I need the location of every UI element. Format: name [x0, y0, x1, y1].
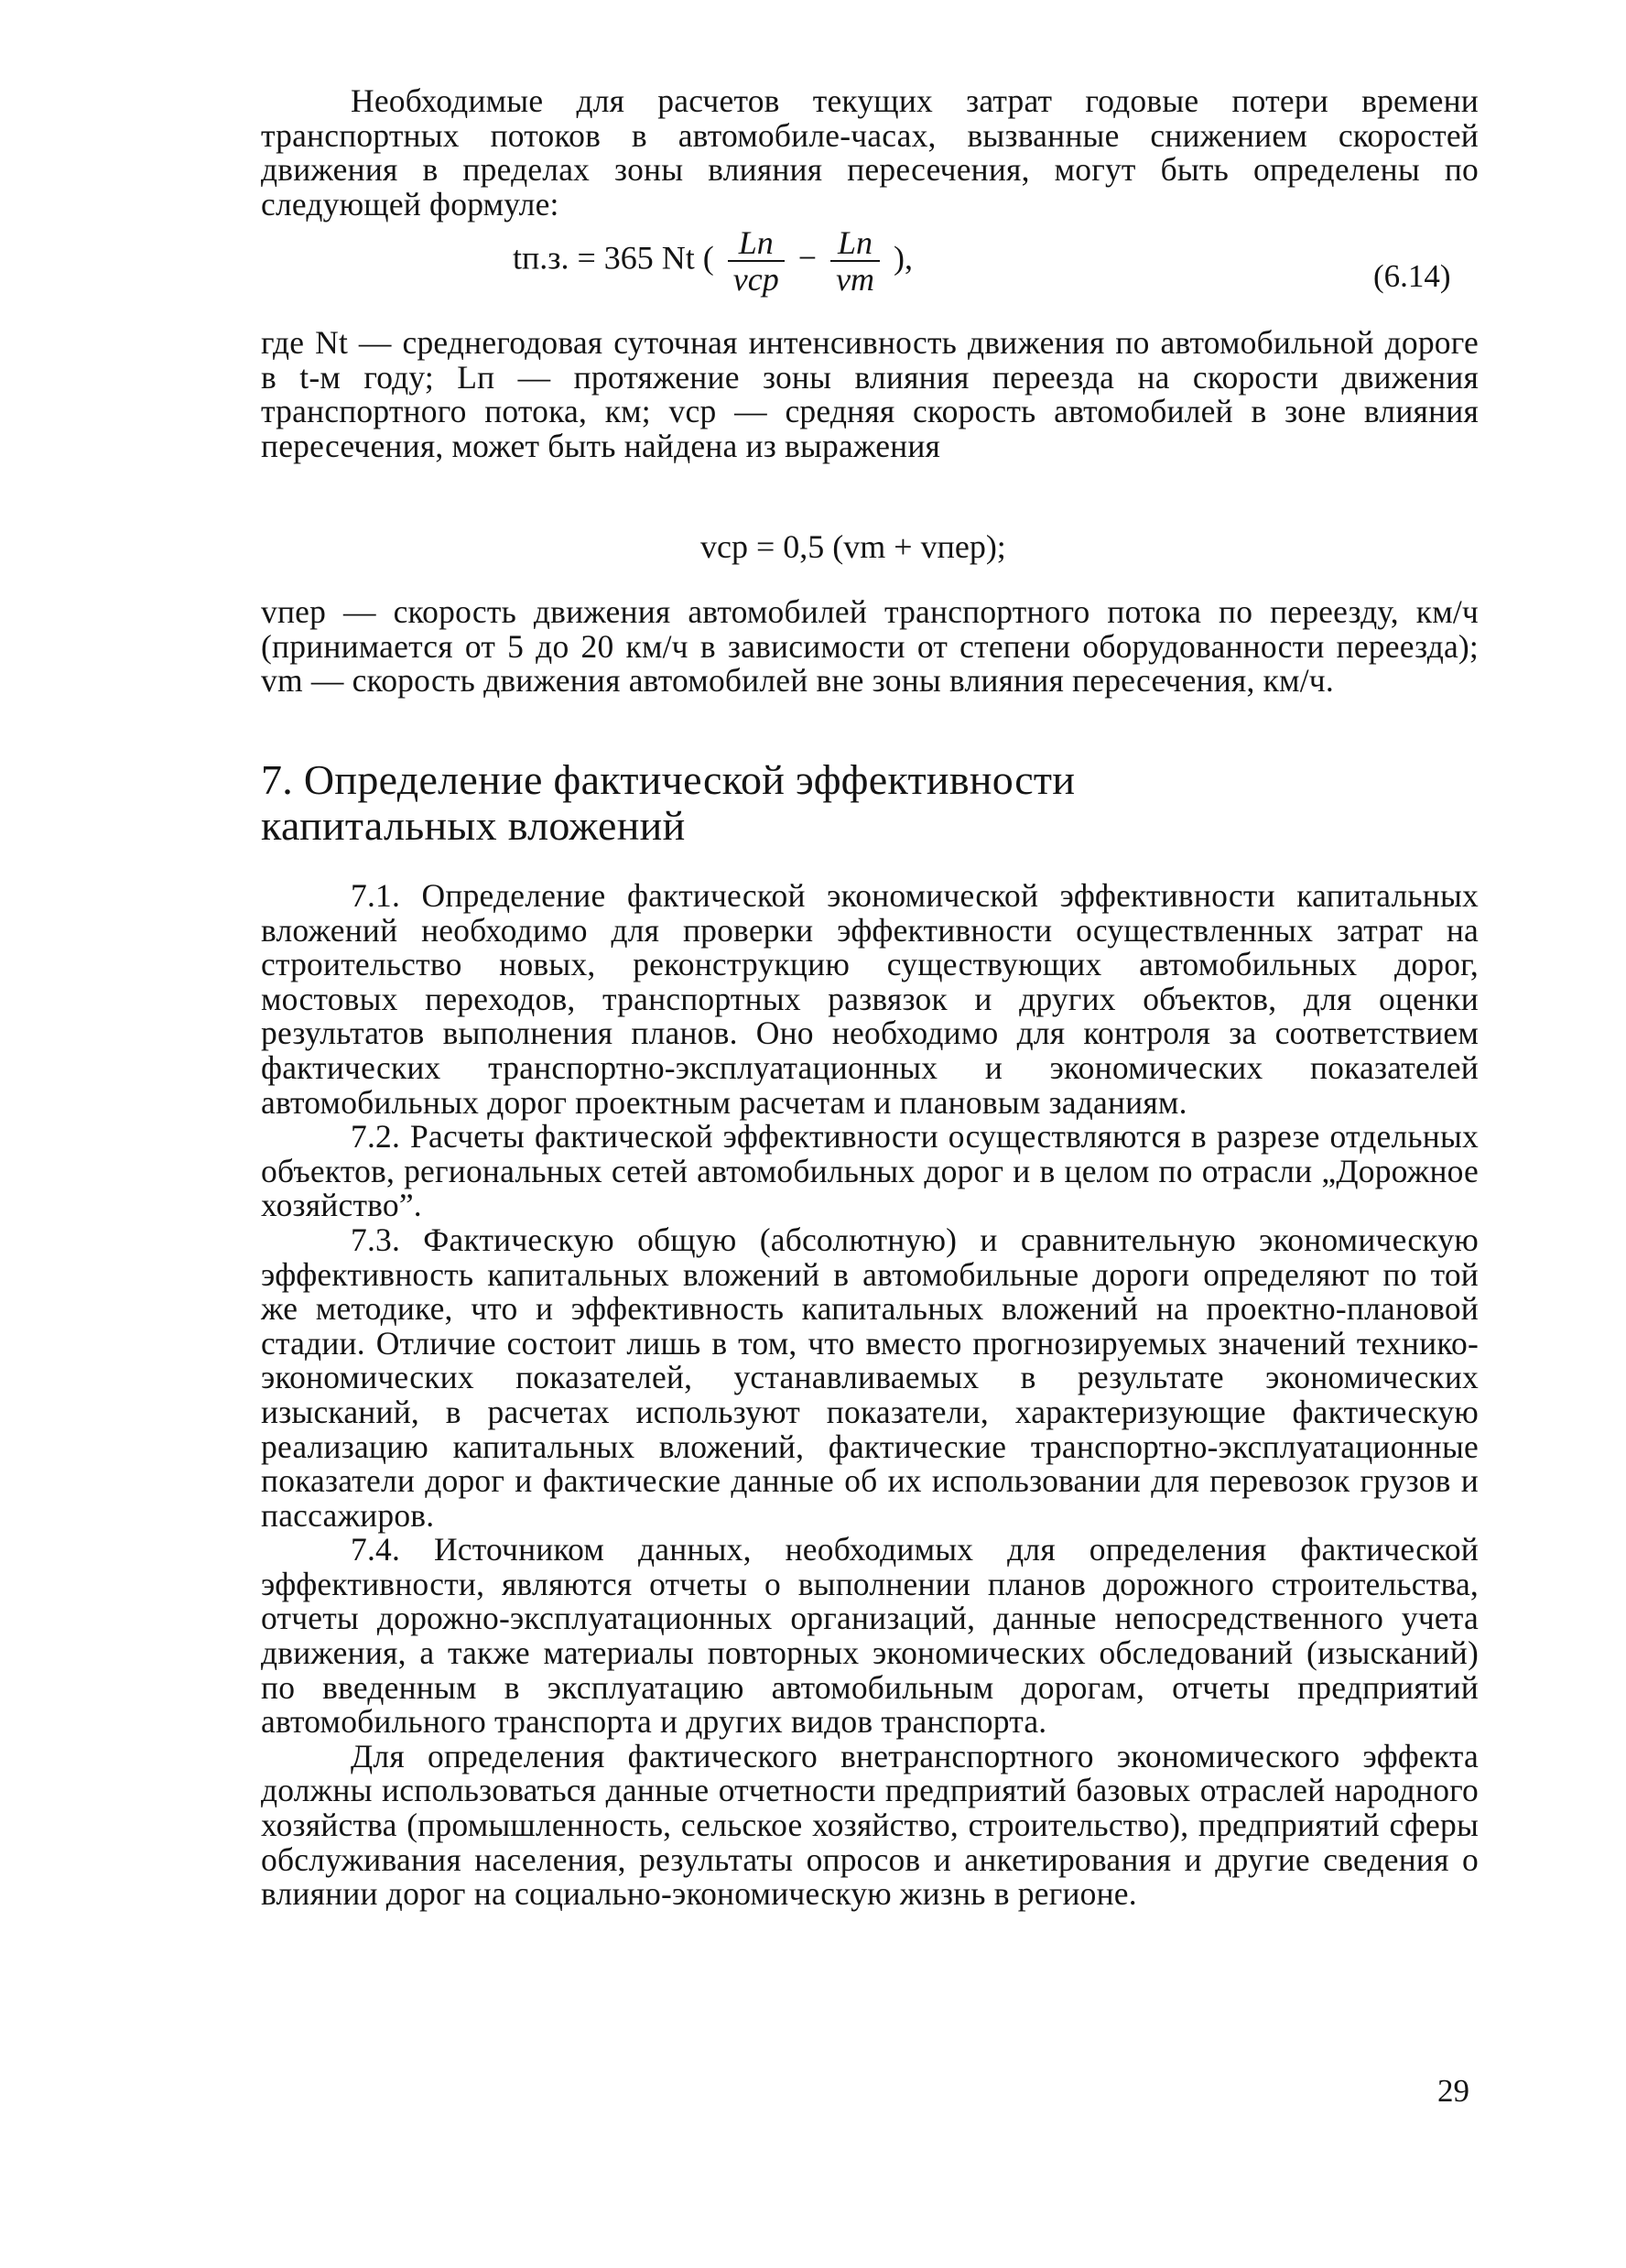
paragraph-7-2: 7.2. Расчеты фактической эффективности осуществляются в разрезе отдельных объектов, региональных сетей автомобильных дорог и в целом по отрасли „Дорожное хозяйство”. — [261, 1118, 1479, 1224]
fraction-1 — [728, 225, 785, 297]
paragraph-7-4: 7.4. Источником данных, необходимых для определения фактической эффективности, являются отчеты о выполнении планов дорожного строительства, отчеты дорожно-эксплуатационных организаций, данные непосредственного учета движения, а также материалы повторных экономических обследований (изысканий) по введенным в эксплуатацию автомобильным дорогам, отчеты предприятий автомобильного транспорта и других видов транспорта. — [261, 1531, 1479, 1741]
section-7-body — [261, 879, 1479, 1912]
section-heading — [261, 757, 1479, 849]
vper-block — [261, 595, 1479, 699]
formula-rhs: ), — [894, 239, 914, 277]
formula-vcp: vср = 0,5 (vm + vпер); — [700, 528, 1006, 565]
paragraph-7-1: 7.1. Определение фактической экономической эффективности капитальных вложений необходимо для проверки эффективности осуществленных затрат на строительство новых, реконструкцию существующих автомобильных дорог, мостовых переходов, транспортных развязок и других объектов, для оценки результатов выполнения планов. Оно необходимо для контроля за соответствием фактических транспортно-эксплуатационных и экономических показателей автомобильных дорог проектным расчетам и плановым заданиям. — [261, 877, 1479, 1121]
fraction-2-numerator: Lп — [830, 225, 880, 262]
where-block — [261, 326, 1479, 463]
formula-6-14 — [513, 225, 913, 297]
intro-paragraph: Необходимые для расчетов текущих затрат годовые потери времени транспортных потоков в автомобиле-часах, вызванные снижением скоростей движения в пределах зоны влияния пересечения, могут быть определены по следующей формуле: — [261, 82, 1479, 222]
fraction-2-denominator: vm — [836, 261, 875, 298]
formula-minus: − — [797, 239, 818, 277]
paragraph-7-3: 7.3. Фактическую общую (абсолютную) и сравнительную экономическую эффективность капитальных вложений в автомобильные дороги определяют по той же методике, что и эффективность капитальных вложений на проектно-плановой стадии. Отличие состоит лишь в том, что вместо прогнозируемых значений технико-экономических показателей, устанавливаемых в результате экономических изысканий, в расчетах используют показатели, характеризующие фактическую реализацию капитальных вложений, фактические транспортно-эксплуатационные показатели дорог и фактические данные об их использовании для перевозок грузов и пассажиров. — [261, 1221, 1479, 1534]
intro-block — [261, 84, 1479, 222]
where-paragraph: где Nt — среднегодовая суточная интенсивность движения по автомобильной дороге в t-м году; Lп — протяжение зоны влияния переезда на скорости движения транспортного потока, км; vср — средняя скорость автомобилей в зоне влияния пересечения, может быть найдена из выражения — [261, 324, 1479, 464]
section-heading-line2: капитальных вложений — [261, 802, 686, 849]
formula-lhs: tп.з. = 365 Nt ( — [513, 239, 714, 277]
vper-paragraph: vпер — скорость движения автомобилей транспортного потока по переезду, км/ч (принимается от 5 до 20 км/ч в зависимости от степени оборудованности переезда); vm — скорость движения автомобилей вне зоны влияния пересечения, км/ч. — [261, 593, 1479, 700]
fraction-1-denominator: vср — [732, 261, 779, 298]
fraction-1-numerator: Lп — [728, 225, 785, 262]
equation-number: (6.14) — [1373, 258, 1451, 294]
section-heading-line1: 7. Определение фактической эффективности — [261, 756, 1076, 803]
fraction-2 — [830, 225, 880, 297]
page-number: 29 — [1437, 2073, 1469, 2109]
paragraph-final: Для определения фактического внетранспортного экономического эффекта должны использоваться данные отчетности предприятий базовых отраслей народного хозяйства (промышленность, сельское хозяйство, строительство), предприятий сферы обслуживания населения, результаты опросов и анкетирования и другие сведения о влиянии дорог на социально-экономическую жизнь в регионе. — [261, 1737, 1479, 1913]
